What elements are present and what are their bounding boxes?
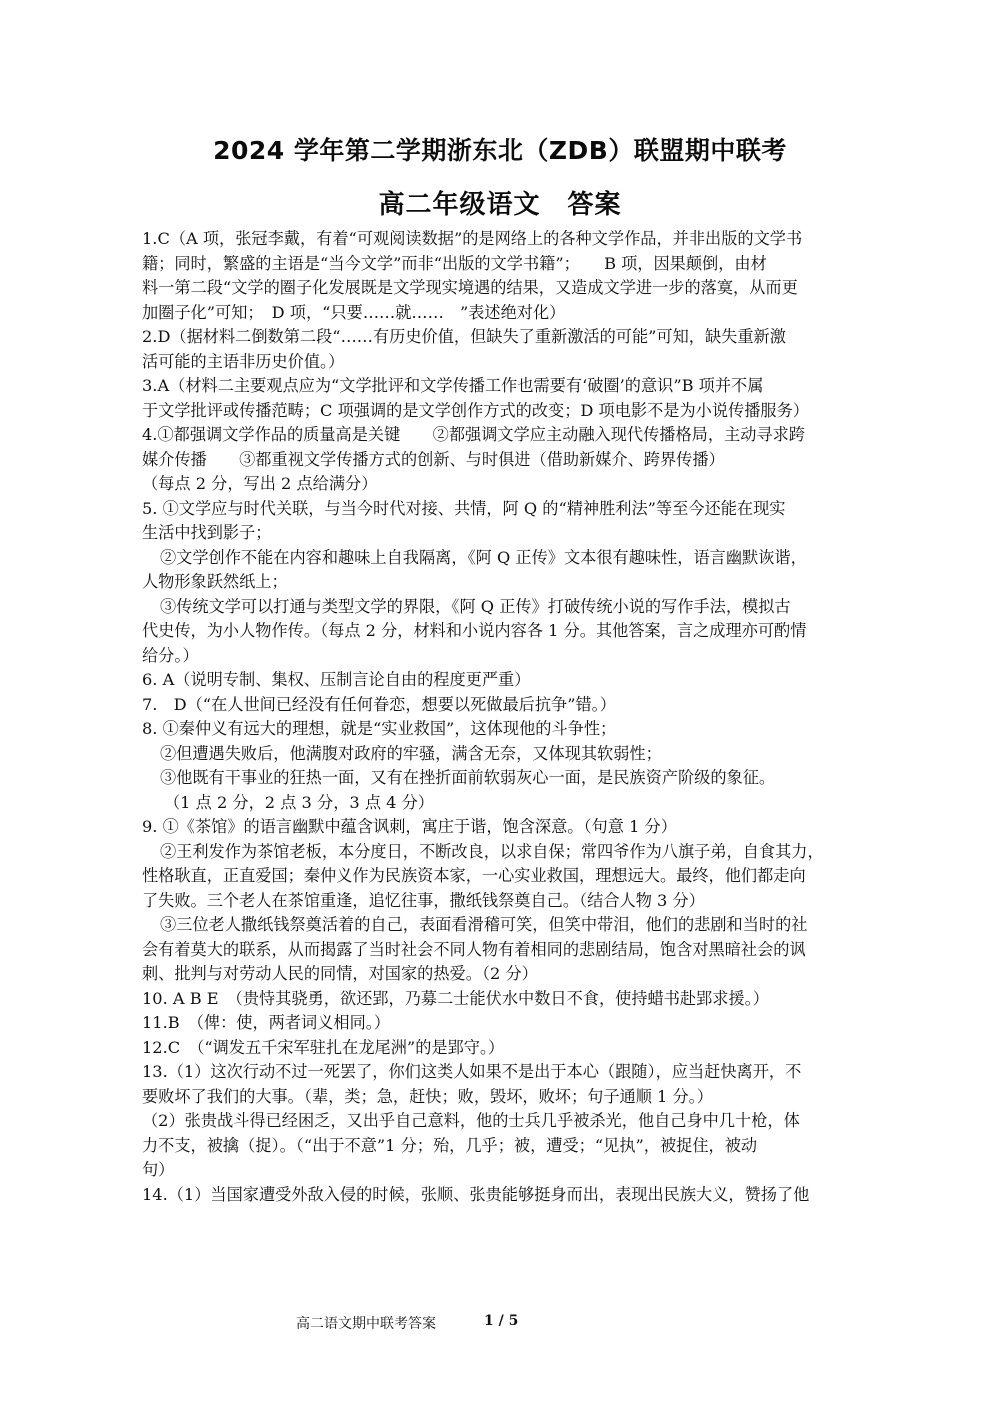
answer-line: 会有着莫大的联系，从而揭露了当时社会不同人物有着相同的悲剧结局，饱含对黑暗社会的讽 <box>142 939 806 959</box>
answer-line: 籍；同时，繁盛的主语是“当今文学”而非“出版的文学书籍”； B 项，因果颠倒，由材 <box>142 253 767 273</box>
answer-line: 4.①都强调文学作品的质量高是关键 ②都强调文学应主动融入现代传播格局，主动寻求跨 <box>142 425 805 444</box>
answer-line: 媒介传播 ③都重视文学传播方式的创新、与时俱进（借助新媒介、跨界传播） <box>142 449 725 469</box>
answer-line: 生活中找到影子； <box>142 523 272 542</box>
answer-line: 句） <box>142 1160 175 1179</box>
answer-line: 给分。） <box>142 645 199 665</box>
page-number: 1 / 5 <box>484 1313 519 1329</box>
answer-line: 于文学批评或传播范畴；C 项强调的是文学创作方式的改变；D 项电影不是为小说传播服务） <box>142 400 809 420</box>
answer-line: 人物形象跃然纸上； <box>142 572 288 591</box>
answer-line <box>142 1207 862 1232</box>
answer-line: 13.（1）这次行动不过一死罢了，你们这类人如果不是出于本心（跟随），应当赶快离开，不 <box>142 1062 802 1081</box>
answer-line: 力不支，被擒（捉）。（“出于不意”1 分；殆，几乎；被，遭受；“见执”，被捉住，被动 <box>142 1135 758 1155</box>
exam-title: 2024 学年第二学期浙东北（ZDB）联盟期中联考 <box>213 136 787 165</box>
answer-line: 要败坏了我们的大事。（辈，类；急，赶快；败，毁坏，败坏；句子通顺 1 分。） <box>142 1086 713 1106</box>
answer-line: 9. ①《茶馆》的语言幽默中蕴含讽刺，寓庄于谐，饱含深意。（句意 1 分） <box>142 817 677 836</box>
answer-line: 2.D（据材料二倒数第二段“……有历史价值，但缺失了重新激活的可能”可知，缺失重新激 <box>142 327 786 346</box>
answer-line: 6. A（说明专制、集权、压制言论自由的程度更严重） <box>142 670 531 689</box>
answer-line: 7. D（“在人世间已经没有任何眷恋，想要以死做最后抗争”错。） <box>142 694 616 714</box>
answer-line: 10. A B E （贵恃其骁勇，欲还郢，乃募二士能伏水中数日不食，使持蜡书赴郢求援。） <box>142 988 769 1008</box>
answer-line: ②但遭遇失败后，他满腹对政府的牢骚，满含无奈，又体现其软弱性； <box>160 743 662 763</box>
answer-line: 刺、批判与对劳动人民的同情，对国家的热爱。（2 分） <box>142 964 538 983</box>
answer-line: ②文学创作不能在内容和趣味上自我隔离，《阿 Q 正传》文本很有趣味性，语言幽默诙谐， <box>160 547 807 567</box>
answer-line: 性格耿直，正直爱国；秦仲义作为民族资本家，一心实业救国，理想远大。最终，他们都走向 <box>142 866 806 885</box>
answer-line: 活可能的主语非历史价值。） <box>142 351 345 371</box>
footer-text: 高二语文期中联考答案 <box>296 1316 436 1332</box>
answer-line: ③三位老人撒纸钱祭奠活着的自己，表面看滑稽可笑，但笑中带泪，他们的悲剧和当时的社 <box>160 915 808 934</box>
answer-line: ③传统文学可以打通与类型文学的界限，《阿 Q 正传》打破传统小说的写作手法，模拟古 <box>160 596 791 616</box>
answer-line: ③他既有干事业的狂热一面，又有在挫折面前软弱灰心一面，是民族资产阶级的象征。 <box>160 768 776 787</box>
answer-line: 1.C（A 项，张冠李戴，有着“可观阅读数据”的是网络上的各种文学作品，并非出版的文学书 <box>142 229 803 248</box>
exam-subtitle: 高二年级语文 答案 <box>378 190 622 220</box>
answer-line: 料一第二段“文学的圈子化发展既是文学现实境遇的结果，又造成文学进一步的落寞，从而更 <box>142 278 798 297</box>
answer-line: 14.（1）当国家遭受外敌入侵的时候，张顺、张贵能够挺身而出，表现出民族大义，赞扬了他 <box>142 1184 810 1204</box>
answer-line: 5. ①文学应与时代关联，与当今时代对接、共情，阿 Q 的“精神胜利法”等至今还能在现实 <box>142 498 786 518</box>
answer-line: 11.B （俾：使，两者词义相同。） <box>142 1013 391 1032</box>
answer-line: 3.A（材料二主要观点应为“文学批评和文学传播工作也需要有‘破圈’的意识”B 项并不属 <box>142 376 764 395</box>
answer-line: （每点 2 分，写出 2 点给满分） <box>142 474 378 493</box>
answer-line: 8. ①秦仲义有远大的理想，就是“实业救国”，这体现他的斗争性； <box>142 719 617 738</box>
answer-line: （1 点 2 分，2 点 3 分，3 点 4 分） <box>164 792 434 812</box>
answer-line: （2）张贵战斗得已经困乏，又出乎自己意料，他的士兵几乎被杀光，他自己身中几十枪，体 <box>142 1111 800 1130</box>
answer-line: ②王利发作为茶馆老板，本分度日，不断改良，以求自保；常四爷作为八旗子弟，自食其力， <box>160 841 824 861</box>
answer-line: 12.C （“调发五千宋军驻扎在龙尾洲”的是郢守。） <box>142 1037 505 1057</box>
answer-line: 了失败。三个老人在茶馆重逢，追忆往事，撒纸钱祭奠自己。（结合人物 3 分） <box>142 890 705 910</box>
answer-line: 代史传，为小人物作传。（每点 2 分，材料和小说内容各 1 分。其他答案，言之成理亦可酌情 <box>142 621 807 640</box>
answer-body <box>142 227 862 1232</box>
answer-line: 加圈子化”可知； D 项，“只要……就…… ”表述绝对化） <box>142 302 566 322</box>
